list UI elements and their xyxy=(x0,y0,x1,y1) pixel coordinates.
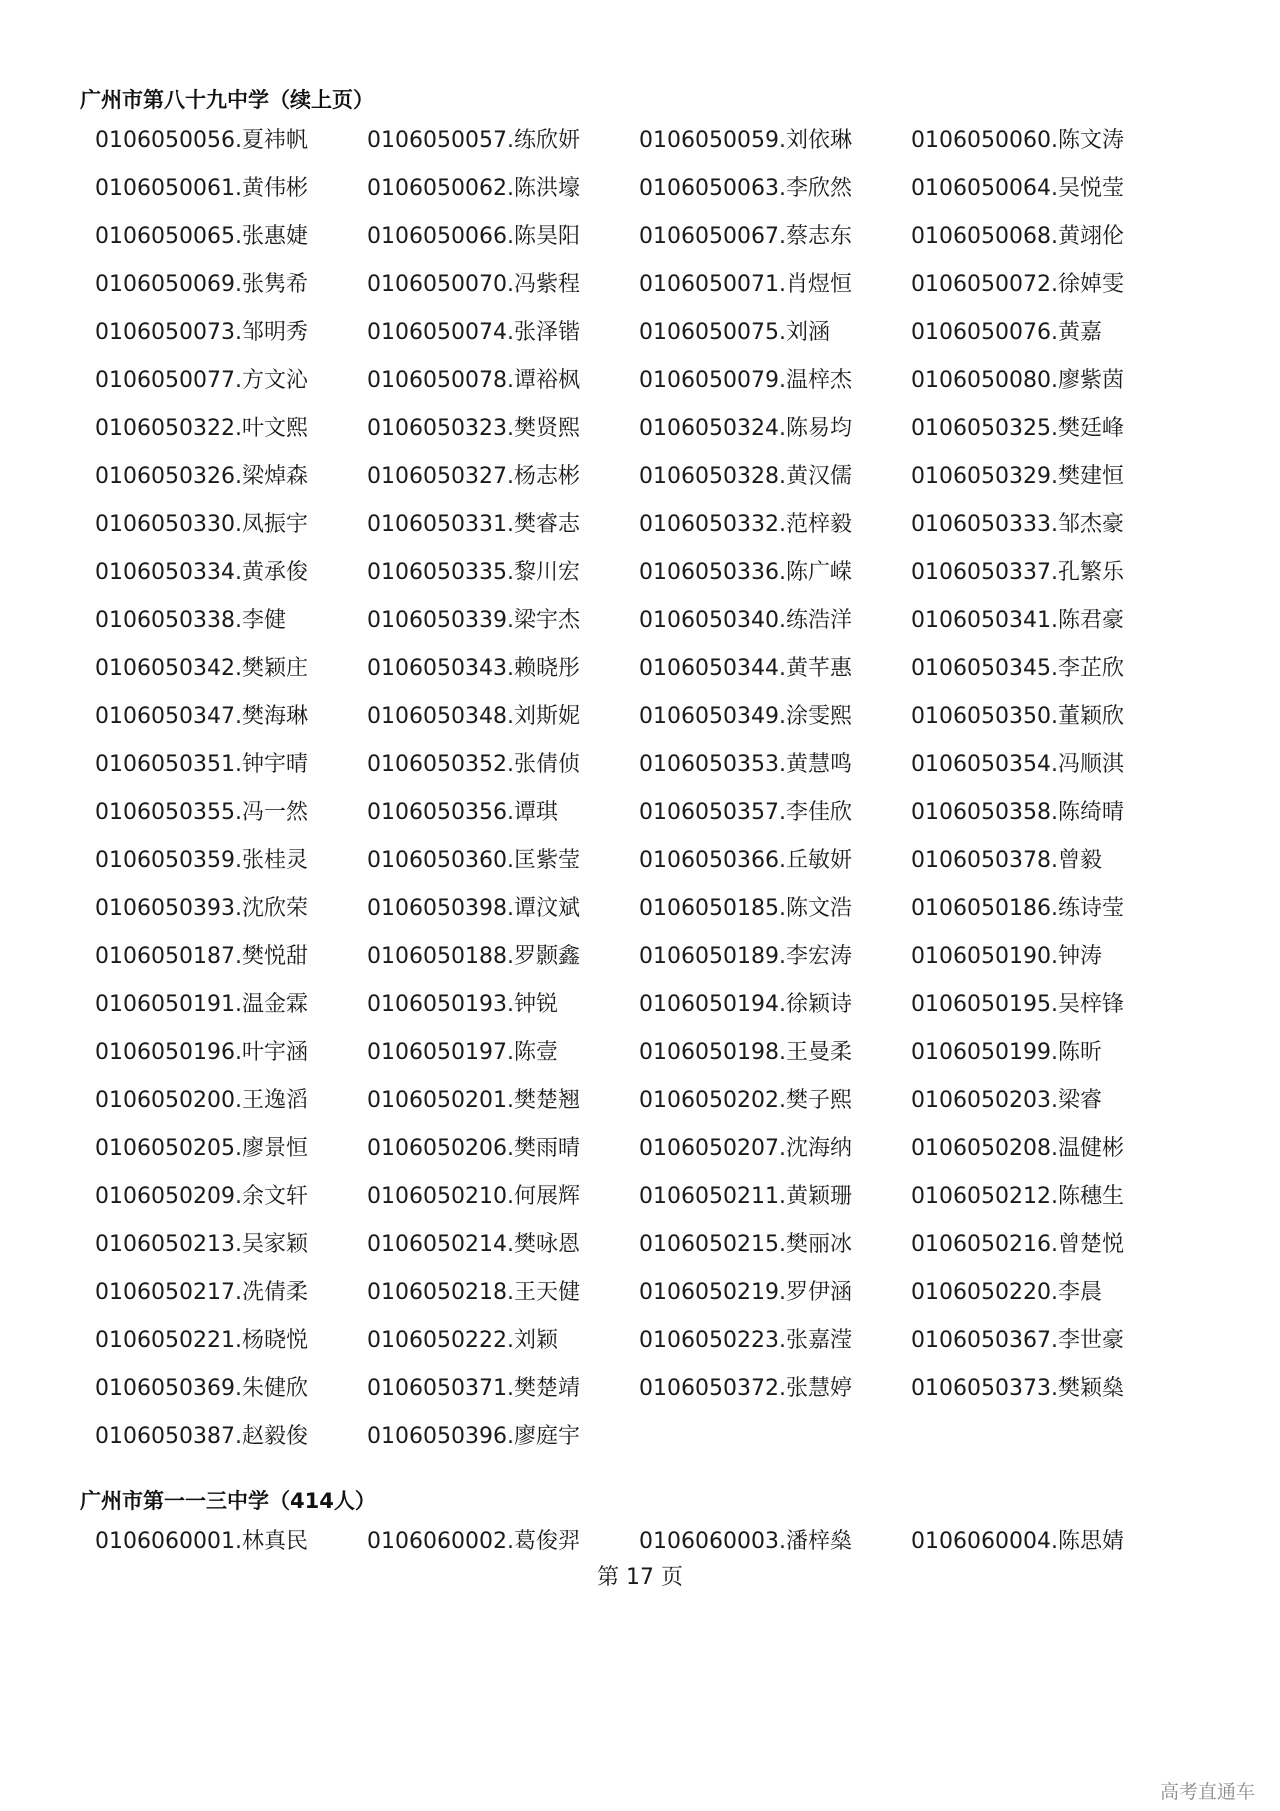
student-entry: 0106050378.曾毅 xyxy=(911,848,1102,873)
student-entry: 0106050221.杨晓悦 xyxy=(95,1328,308,1353)
student-entry: 0106050372.张慧婷 xyxy=(639,1376,852,1401)
student-entry: 0106050067.蔡志东 xyxy=(639,224,852,249)
student-entry: 0106050210.何展辉 xyxy=(367,1184,580,1209)
student-entry: 0106050193.钟锐 xyxy=(367,992,558,1017)
student-entry: 0106050203.梁睿 xyxy=(911,1088,1102,1113)
student-entry: 0106050077.方文沁 xyxy=(95,368,308,393)
student-entry: 0106050337.孔繁乐 xyxy=(911,560,1124,585)
student-entry: 0106050202.樊子熙 xyxy=(639,1088,852,1113)
student-entry: 0106050060.陈文涛 xyxy=(911,128,1124,153)
student-entry: 0106050065.张惠婕 xyxy=(95,224,308,249)
student-entry: 0106050336.陈广嵘 xyxy=(639,560,852,585)
student-list xyxy=(95,117,1200,1461)
student-entry: 0106050329.樊建恒 xyxy=(911,464,1124,489)
student-entry: 0106050342.樊颖庄 xyxy=(95,656,308,681)
student-entry: 0106050056.夏祎帆 xyxy=(95,128,308,153)
page-number: 第 17 页 xyxy=(597,1565,683,1590)
student-entry: 0106050214.樊咏恩 xyxy=(367,1232,580,1257)
watermark: 高考直通车 xyxy=(1159,1781,1255,1803)
student-entry: 0106050212.陈穗生 xyxy=(911,1184,1124,1209)
student-entry: 0106050352.张倩侦 xyxy=(367,752,580,777)
student-entry: 0106050209.余文轩 xyxy=(95,1184,308,1209)
student-entry: 0106050063.李欣然 xyxy=(639,176,852,201)
student-entry: 0106050325.樊廷峰 xyxy=(911,416,1124,441)
student-entry: 0106050223.张嘉滢 xyxy=(639,1328,852,1353)
student-entry: 0106050198.王曼柔 xyxy=(639,1040,852,1065)
student-entry: 0106050187.樊悦甜 xyxy=(95,944,308,969)
student-entry: 0106050205.廖景恒 xyxy=(95,1136,308,1161)
student-entry: 0106050211.黄颖珊 xyxy=(639,1184,852,1209)
student-list xyxy=(95,1518,1200,1566)
student-entry: 0106050076.黄嘉 xyxy=(911,320,1102,345)
student-entry: 0106050356.谭琪 xyxy=(367,800,558,825)
school-section-89th xyxy=(80,83,1200,1461)
student-entry: 0106060004.陈思婧 xyxy=(911,1529,1124,1554)
student-entry: 0106050078.谭裕枫 xyxy=(367,368,580,393)
student-entry: 0106050190.钟涛 xyxy=(911,944,1102,969)
student-entry: 0106050059.刘依琳 xyxy=(639,128,852,153)
student-entry: 0106050326.梁焯森 xyxy=(95,464,308,489)
student-entry: 0106050079.温梓杰 xyxy=(639,368,852,393)
student-entry: 0106050360.匡紫莹 xyxy=(367,848,580,873)
student-entry: 0106050341.陈君豪 xyxy=(911,608,1124,633)
section-heading: 广州市第八十九中学（续上页） xyxy=(80,88,374,112)
student-entry: 0106050064.吴悦莹 xyxy=(911,176,1124,201)
student-entry: 0106050324.陈易均 xyxy=(639,416,852,441)
student-entry: 0106050330.凤振宇 xyxy=(95,512,308,537)
student-entry: 0106050367.李世豪 xyxy=(911,1328,1124,1353)
student-entry: 0106050338.李健 xyxy=(95,608,286,633)
student-entry: 0106050071.肖煜恒 xyxy=(639,272,852,297)
student-entry: 0106050216.曾楚悦 xyxy=(911,1232,1124,1257)
student-entry: 0106050201.樊楚翘 xyxy=(367,1088,580,1113)
student-entry: 0106050371.樊楚靖 xyxy=(367,1376,580,1401)
student-entry: 0106060001.林真民 xyxy=(95,1529,308,1554)
student-entry: 0106050072.徐婥雯 xyxy=(911,272,1124,297)
student-entry: 0106050393.沈欣荣 xyxy=(95,896,308,921)
student-entry: 0106050061.黄伟彬 xyxy=(95,176,308,201)
student-entry: 0106050359.张桂灵 xyxy=(95,848,308,873)
student-entry: 0106050333.邹杰豪 xyxy=(911,512,1124,537)
student-entry: 0106050200.王逸滔 xyxy=(95,1088,308,1113)
student-entry: 0106050345.李芷欣 xyxy=(911,656,1124,681)
section-heading: 广州市第一一三中学（414人） xyxy=(80,1489,376,1513)
student-entry: 0106050194.徐颖诗 xyxy=(639,992,852,1017)
student-entry: 0106050062.陈洪壕 xyxy=(367,176,580,201)
student-entry: 0106050073.邹明秀 xyxy=(95,320,308,345)
student-entry: 0106050066.陈昊阳 xyxy=(367,224,580,249)
student-entry: 0106050196.叶宇涵 xyxy=(95,1040,308,1065)
student-entry: 0106050340.练浩洋 xyxy=(639,608,852,633)
student-entry: 0106050357.李佳欣 xyxy=(639,800,852,825)
student-entry: 0106050323.樊贤熙 xyxy=(367,416,580,441)
student-entry: 0106050199.陈昕 xyxy=(911,1040,1102,1065)
student-entry: 0106050339.梁宇杰 xyxy=(367,608,580,633)
student-entry: 0106050068.黄翊伦 xyxy=(911,224,1124,249)
student-entry: 0106050347.樊海琳 xyxy=(95,704,308,729)
student-entry: 0106050197.陈壹 xyxy=(367,1040,558,1065)
school-section-113th xyxy=(80,1484,1200,1566)
student-entry: 0106050398.谭汶斌 xyxy=(367,896,580,921)
student-entry: 0106050335.黎川宏 xyxy=(367,560,580,585)
student-entry: 0106050322.叶文熙 xyxy=(95,416,308,441)
student-entry: 0106050195.吴梓锋 xyxy=(911,992,1124,1017)
student-entry: 0106050219.罗伊涵 xyxy=(639,1280,852,1305)
student-entry: 0106050366.丘敏妍 xyxy=(639,848,852,873)
student-entry: 0106050069.张隽希 xyxy=(95,272,308,297)
student-entry: 0106050355.冯一然 xyxy=(95,800,308,825)
student-entry: 0106050331.樊睿志 xyxy=(367,512,580,537)
student-entry: 0106050369.朱健欣 xyxy=(95,1376,308,1401)
student-entry: 0106050344.黄芊惠 xyxy=(639,656,852,681)
student-entry: 0106050208.温健彬 xyxy=(911,1136,1124,1161)
student-entry: 0106050186.练诗莹 xyxy=(911,896,1124,921)
student-entry: 0106050222.刘颖 xyxy=(367,1328,558,1353)
student-entry: 0106050387.赵毅俊 xyxy=(95,1424,308,1449)
student-entry: 0106050348.刘斯妮 xyxy=(367,704,580,729)
student-entry: 0106050074.张泽锴 xyxy=(367,320,580,345)
student-entry: 0106050334.黄承俊 xyxy=(95,560,308,585)
student-entry: 0106050349.涂雯熙 xyxy=(639,704,852,729)
student-entry: 0106050218.王天健 xyxy=(367,1280,580,1305)
student-entry: 0106050373.樊颖燊 xyxy=(911,1376,1124,1401)
student-entry: 0106050351.钟宇晴 xyxy=(95,752,308,777)
student-entry: 0106050080.廖紫茵 xyxy=(911,368,1124,393)
student-entry: 0106050189.李宏涛 xyxy=(639,944,852,969)
student-entry: 0106050217.冼倩柔 xyxy=(95,1280,308,1305)
student-entry: 0106050358.陈绮晴 xyxy=(911,800,1124,825)
student-entry: 0106050057.练欣妍 xyxy=(367,128,580,153)
student-entry: 0106050075.刘涵 xyxy=(639,320,830,345)
student-entry: 0106050220.李晨 xyxy=(911,1280,1102,1305)
student-entry: 0106060003.潘梓燊 xyxy=(639,1529,852,1554)
student-entry: 0106050191.温金霖 xyxy=(95,992,308,1017)
student-entry: 0106050354.冯顺淇 xyxy=(911,752,1124,777)
student-entry: 0106050350.董颖欣 xyxy=(911,704,1124,729)
student-entry: 0106050327.杨志彬 xyxy=(367,464,580,489)
student-entry: 0106050332.范梓毅 xyxy=(639,512,852,537)
student-entry: 0106050328.黄汉儒 xyxy=(639,464,852,489)
student-entry: 0106050396.廖庭宇 xyxy=(367,1424,580,1449)
student-entry: 0106050070.冯紫程 xyxy=(367,272,580,297)
student-entry: 0106050353.黄慧鸣 xyxy=(639,752,852,777)
student-entry: 0106050343.赖晓彤 xyxy=(367,656,580,681)
student-entry: 0106050206.樊雨晴 xyxy=(367,1136,580,1161)
student-entry: 0106050185.陈文浩 xyxy=(639,896,852,921)
student-entry: 0106050213.吴家颖 xyxy=(95,1232,308,1257)
student-entry: 0106050207.沈海纳 xyxy=(639,1136,852,1161)
student-entry: 0106050188.罗颢鑫 xyxy=(367,944,580,969)
student-entry: 0106050215.樊丽冰 xyxy=(639,1232,852,1257)
student-entry: 0106060002.葛俊羿 xyxy=(367,1529,580,1554)
